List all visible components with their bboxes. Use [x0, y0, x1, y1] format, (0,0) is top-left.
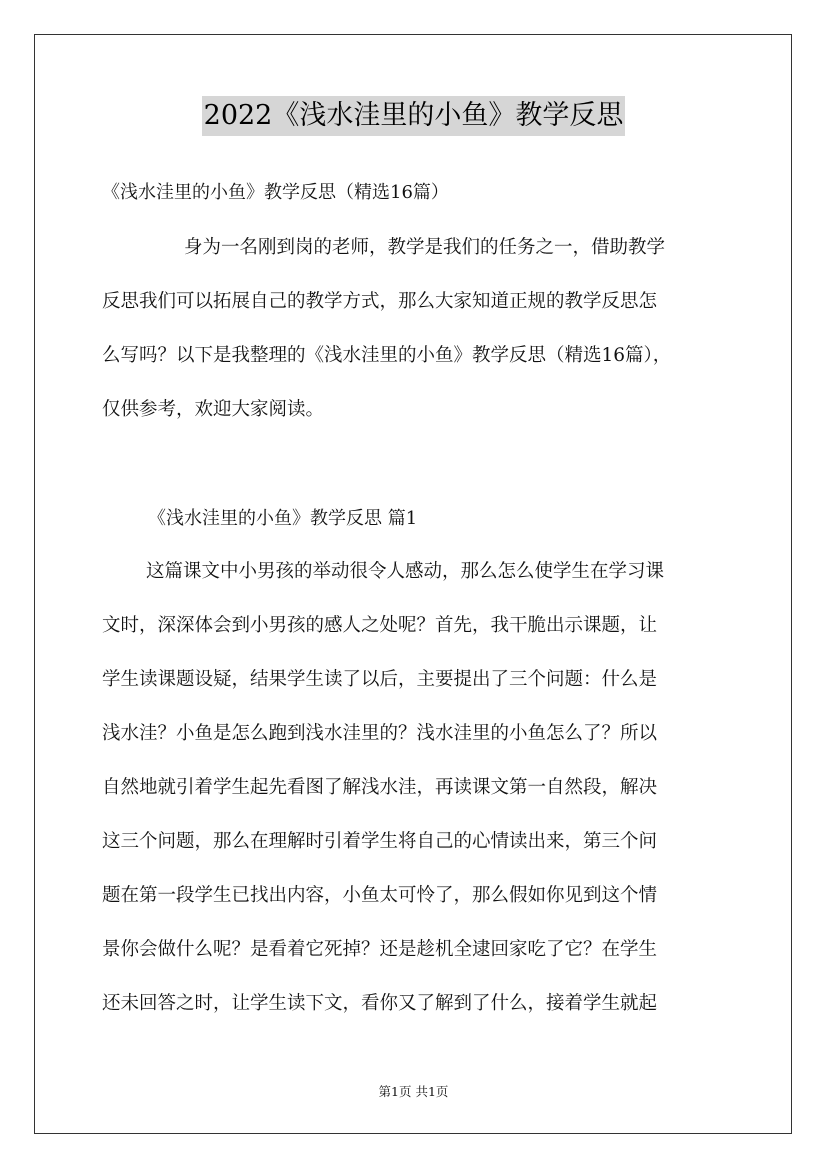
body-line: 浅水洼？小鱼是怎么跑到浅水洼里的？浅水洼里的小鱼怎么了？所以 — [102, 723, 658, 744]
body-line: 这三个问题，那么在理解时引着学生将自己的心情读出来，第三个问 — [102, 831, 658, 852]
body-line: 学生读课题设疑，结果学生读了以后，主要提出了三个问题：什么是 — [102, 669, 658, 690]
document-subtitle: 《浅水洼里的小鱼》教学反思（精选16篇） — [102, 182, 449, 203]
page-footer: 第1页 共1页 — [378, 1084, 449, 1099]
body-line: 这篇课文中小男孩的举动很令人感动，那么怎么使学生在学习课 — [146, 561, 665, 582]
body-line: 自然地就引着学生起先看图了解浅水洼，再读课文第一自然段，解决 — [102, 777, 658, 798]
intro-line: 么写吗？以下是我整理的《浅水洼里的小鱼》教学反思（精选16篇）， — [102, 345, 672, 366]
intro-line: 仅供参考，欢迎大家阅读。 — [102, 399, 325, 420]
intro-line: 反思我们可以拓展自己的教学方式，那么大家知道正规的教学反思怎 — [102, 291, 658, 312]
body-line: 文时，深深体会到小男孩的感人之处呢？首先，我干脆出示课题，让 — [102, 615, 658, 636]
body-line: 还未回答之时，让学生读下文，看你又了解到了什么，接着学生就起 — [102, 993, 658, 1014]
body-line: 题在第一段学生已找出内容，小鱼太可怜了，那么假如你见到这个情 — [102, 885, 658, 906]
title-container — [0, 96, 827, 136]
document-title: 2022《浅水洼里的小鱼》教学反思 — [202, 96, 626, 136]
body-line: 景你会做什么呢？是看着它死掉？还是趁机全逮回家吃了它？在学生 — [102, 939, 658, 960]
intro-line: 身为一名刚到岗的老师，教学是我们的任务之一，借助教学 — [184, 237, 666, 258]
section-heading: 《浅水洼里的小鱼》教学反思 篇1 — [148, 508, 418, 529]
